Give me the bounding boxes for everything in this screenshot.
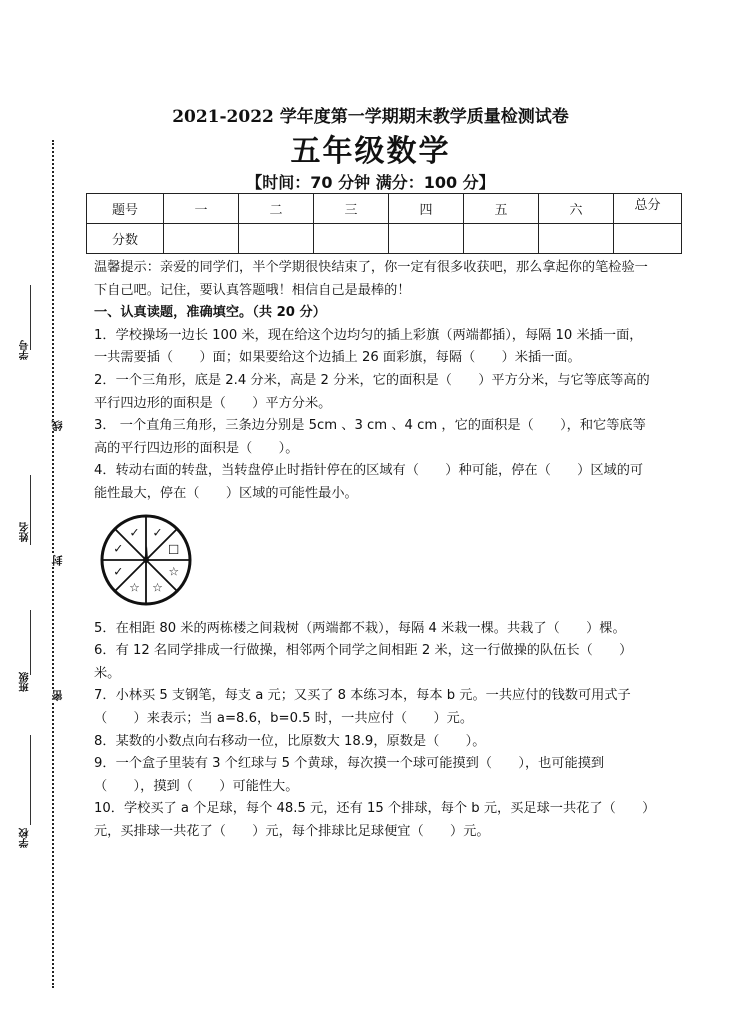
section-title: 一、认真读题，准确填空。（共 20 分） (94, 305, 326, 321)
question: 10．学校买了 a 个足球，每个 48.5 元，还有 15 个排球，每个 b 元，买足球一共花了（ ）元，买排球一共花了（ ）元，每个排球比足球便宜（ ）元。 (94, 801, 649, 839)
side-label-student-id: 学号 (20, 340, 31, 360)
score-cell[interactable] (614, 224, 682, 254)
spinner-symbol: ☆ (152, 580, 163, 595)
spinner-symbol: ✓ (113, 564, 124, 579)
question: 7．小林买 5 支钢笔，每支 a 元；又买了 8 本练习本，每本 b 元。一共应付的钱数可用式子（ ）来表示；当 a=8.6，b=0.5 时，一共应付（ ）元。 (94, 688, 631, 726)
question: 2．一个三角形，底是 2.4 分米，高是 2 分米，它的面积是（ ）平方分米，与它等底等高的平行四边形的面积是（ ）平方分米。 (94, 372, 650, 411)
score-header-cell: 二 (239, 194, 314, 224)
spinner-symbol: ✓ (129, 524, 140, 539)
score-header-cell: 五 (464, 194, 539, 224)
score-table-header-row (87, 194, 682, 224)
question: 8．某数的小数点向右移动一位，比原数大 18.9，原数是（ ）。 (94, 733, 486, 749)
score-header-cell: 总分 (614, 194, 682, 224)
score-cell[interactable] (464, 224, 539, 254)
question: 6．有 12 名同学排成一行做操，相邻两个同学之间相距 2 米，这一行做操的队伍长（ ）米。 (94, 643, 633, 681)
seal-char-seal: 封 (51, 555, 64, 566)
side-label-name: 姓名 (20, 522, 31, 542)
question: 5．在相距 80 米的两栋楼之间栽树（两端都不栽），每隔 4 米栽一棵。共栽了（ ）棵。 (94, 620, 626, 636)
score-cell[interactable] (164, 224, 239, 254)
exam-time-info: 【时间：70 分钟 满分：100 分】 (246, 173, 495, 192)
score-header-cell: 一 (164, 194, 239, 224)
school-blank-line (30, 735, 31, 825)
side-label-class: 班级 (20, 672, 31, 692)
score-table-score-row (87, 224, 682, 254)
score-cell[interactable] (539, 224, 614, 254)
spinner-figure (98, 512, 194, 608)
spinner-symbol: □ (168, 541, 180, 556)
score-cell[interactable] (314, 224, 389, 254)
question: 9．一个盒子里装有 3 个红球与 5 个黄球，每次摸一个球可能摸到（ ），也可能摸到（ ），摸到（ ）可能性大。 (94, 756, 605, 794)
score-table (86, 193, 682, 254)
exam-subtitle: 2021-2022 学年度第一学期期末教学质量检测试卷 (172, 107, 569, 127)
score-header-cell: 三 (314, 194, 389, 224)
spinner-symbol: ✓ (113, 541, 124, 556)
score-cell[interactable] (239, 224, 314, 254)
score-row-label: 分数 (87, 224, 164, 254)
exam-content (94, 257, 650, 843)
score-header-cell: 四 (389, 194, 464, 224)
question: 4．转动右面的转盘，当转盘停止时指针停在的区域有（ ）种可能，停在（ ）区域的可能性最大，停在（ ）区域的可能性最小。 (94, 463, 644, 501)
side-label-school: 学校 (20, 828, 31, 848)
seal-char-secret: 密 (51, 690, 64, 701)
question: 3． 一个直角三角形，三条边分别是 5cm 、3 cm 、4 cm ，它的面积是（ ），和它等底等高的平行四边形的面积是（ ）。 (94, 418, 646, 456)
warm-tip: 温馨提示：亲爱的同学们，半个学期很快结束了，你一定有很多收获吧，那么拿起你的笔检验一下自己吧。记住，要认真答题哦！相信自己是最棒的！ (94, 260, 648, 298)
score-header-cell: 六 (539, 194, 614, 224)
spinner-symbol: ✓ (152, 524, 163, 539)
spinner-symbol: ☆ (168, 564, 180, 579)
seal-char-line: 线 (51, 420, 64, 431)
class-blank-line (30, 610, 31, 675)
score-cell[interactable] (389, 224, 464, 254)
question: 1．学校操场一边长 100 米，现在给这个边均匀的插上彩旗（两端都插），每隔 10 米插一面，一共需要插（ ）面；如果要给这个边插上 26 面彩旗，每隔（ ）米插一面。 (94, 327, 643, 366)
exam-title: 五年级数学 (290, 134, 451, 169)
score-header-cell: 题号 (87, 194, 164, 224)
spinner-symbol: ☆ (129, 580, 140, 595)
